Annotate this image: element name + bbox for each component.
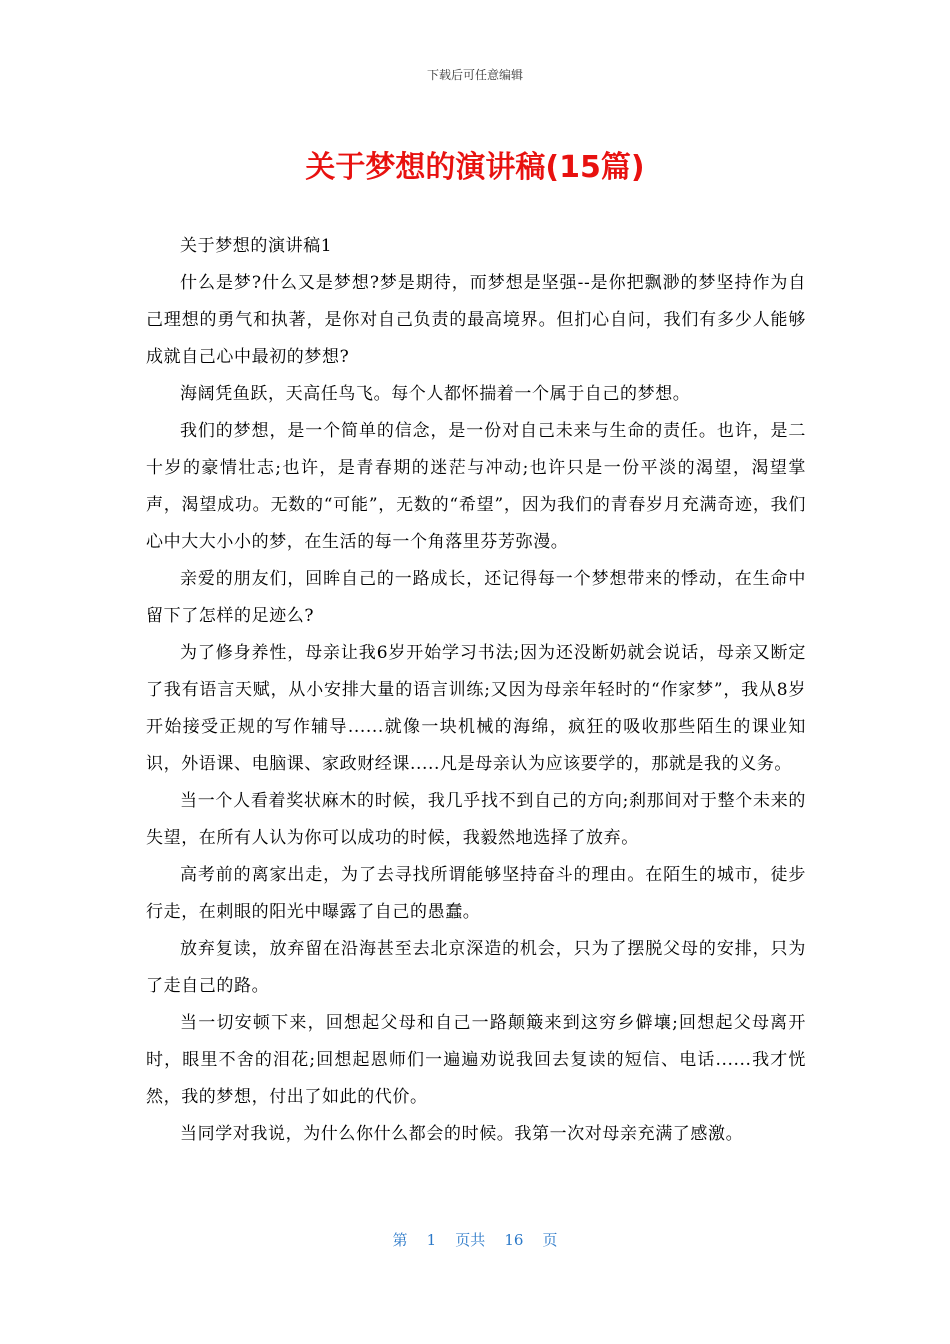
paragraph: 当一个人看着奖状麻木的时候，我几乎找不到自己的方向;刹那间对于整个未来的失望，在所有人认为你可以成功的时候，我毅然地选择了放弃。 (146, 791, 806, 848)
page-label-suffix: 页 (542, 1231, 558, 1249)
paragraph: 高考前的离家出走，为了去寻找所谓能够坚持奋斗的理由。在陌生的城市，徒步行走，在刺眼的阳光中曝露了自己的愚蠢。 (146, 865, 806, 922)
document-title: 关于梦想的演讲稿(15篇) (305, 150, 645, 185)
paragraph: 当一切安顿下来，回想起父母和自己一路颠簸来到这穷乡僻壤;回想起父母离开时，眼里不舍的泪花;回想起恩师们一遍遍劝说我回去复读的短信、电话......我才恍然，我的梦想，付出了如此的代价。 (146, 1013, 806, 1107)
section-heading: 关于梦想的演讲稿1 (180, 236, 333, 256)
page-label-prefix: 第 (392, 1231, 408, 1249)
page-label-middle: 页共 (455, 1231, 486, 1249)
current-page-number: 1 (426, 1231, 437, 1249)
paragraph: 当同学对我说，为什么你什么都会的时候。我第一次对母亲充满了感激。 (180, 1124, 744, 1144)
document-body (146, 228, 806, 1153)
paragraph: 亲爱的朋友们，回眸自己的一路成长，还记得每一个梦想带来的悸动，在生命中留下了怎样的足迹么? (146, 569, 806, 626)
total-pages-number: 16 (504, 1231, 524, 1249)
paragraph: 海阔凭鱼跃，天高任鸟飞。每个人都怀揣着一个属于自己的梦想。 (180, 384, 691, 404)
paragraph: 放弃复读，放弃留在沿海甚至去北京深造的机会，只为了摆脱父母的安排，只为了走自己的路。 (146, 939, 806, 996)
paragraph: 什么是梦?什么又是梦想?梦是期待，而梦想是坚强--是你把飘渺的梦坚持作为自己理想的勇气和执著，是你对自己负责的最高境界。但扪心自问，我们有多少人能够成就自己心中最初的梦想? (146, 273, 806, 367)
paragraph: 我们的梦想，是一个简单的信念，是一份对自己未来与生命的责任。也许，是二十岁的豪情壮志;也许，是青春期的迷茫与冲动;也许只是一份平淡的渴望，渴望掌声，渴望成功。无数的“可能”，无数的“希望”，因为我们的青春岁月充满奇迹，我们心中大大小小的梦，在生活的每一个角落里芬芳弥漫。 (146, 421, 806, 552)
header-note: 下载后可任意编辑 (426, 68, 523, 82)
paragraph: 为了修身养性，母亲让我6岁开始学习书法;因为还没断奶就会说话，母亲又断定了我有语言天赋，从小安排大量的语言训练;又因为母亲年轻时的“作家梦”，我从8岁开始接受正规的写作辅导......就像一块机械的海绵，疯狂的吸收那些陌生的课业知识，外语课、电脑课、家政财经课.....凡是母亲认为应该要学的，那就是我的义务。 (146, 643, 806, 774)
page-footer (0, 1229, 950, 1250)
